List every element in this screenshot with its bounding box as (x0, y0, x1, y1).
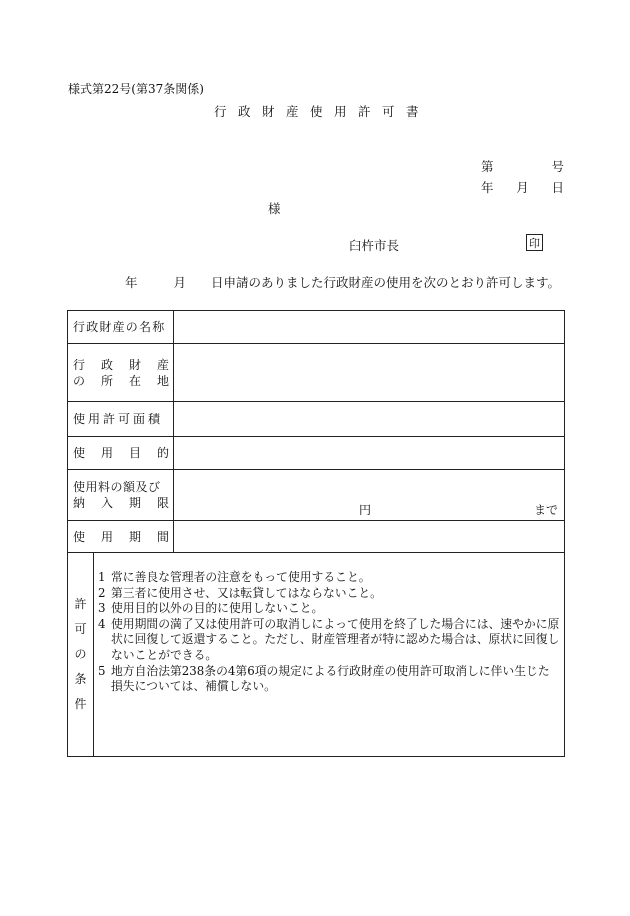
value-conditions (94, 553, 565, 757)
intro-year: 年 (125, 275, 138, 290)
intro-month: 月 (173, 275, 187, 290)
condition-item: 5 地方自治法第238条の4第6項の規定による行政財産の使用許可取消しに伴い生じた損失については、補償しない。 (98, 663, 550, 694)
condition-item: 1 常に善良な管理者の注意をもって使用すること。 (98, 570, 371, 584)
condition-item: 2 第三者に使用させ、又は転貸してはならないこと。 (98, 585, 382, 600)
permit-number-prefix: 第 (481, 159, 494, 174)
permit-number-suffix: 号 (551, 159, 564, 174)
issuer-name: 臼杵市長 (349, 238, 400, 253)
row-period (68, 521, 565, 553)
addressee-honorific: 様 (268, 201, 281, 216)
row-permitted-area (68, 402, 565, 437)
seal-mark: 印 (526, 234, 543, 251)
fee-until: まで (533, 503, 558, 517)
form-number: 様式第22号(第37条関係) (68, 82, 204, 96)
intro-sentence (125, 273, 560, 291)
label-purpose: 使 用 目 的 (68, 437, 174, 470)
value-permitted-area (174, 402, 565, 437)
document-title: 行政財産使用許可書 (214, 104, 431, 119)
row-property-name (68, 311, 565, 344)
issue-date (481, 178, 564, 196)
row-property-location (68, 344, 565, 402)
label-conditions: 許 可 の 条 件 (68, 553, 94, 757)
permit-number (481, 157, 564, 175)
row-fee (68, 470, 565, 521)
issue-date-year: 年 (481, 180, 494, 195)
condition-item: 4 使用期間の満了又は使用許可の取消しによって使用を終了した場合には、速やかに原状に回復して返還すること。ただし、財産管理者が特に認めた場合は、原状に回復しないことができる。 (98, 616, 560, 662)
label-permitted-area: 使用許可面積 (68, 402, 174, 437)
row-conditions (68, 553, 565, 757)
label-fee: 使用料の額及び 納 入 期 限 (68, 470, 174, 521)
condition-item: 3 使用目的以外の目的に使用しないこと。 (98, 601, 324, 616)
row-purpose (68, 437, 565, 470)
fee-yen-unit: 円 (359, 503, 372, 517)
value-purpose (174, 437, 565, 470)
intro-text: 日申請のありました行政財産の使用を次のとおり許可します。 (211, 275, 561, 290)
issue-date-month: 月 (516, 180, 529, 195)
permit-table (67, 310, 565, 757)
label-period: 使 用 期 間 (68, 521, 174, 553)
value-fee (174, 470, 565, 521)
value-period (174, 521, 565, 553)
conditions-list (94, 570, 564, 695)
label-property-name: 行政財産の名称 (68, 311, 174, 344)
label-property-location: 行 政 財 産 の 所 在 地 (68, 344, 174, 402)
issue-date-day: 日 (551, 180, 564, 195)
value-property-name (174, 311, 565, 344)
value-property-location (174, 344, 565, 402)
